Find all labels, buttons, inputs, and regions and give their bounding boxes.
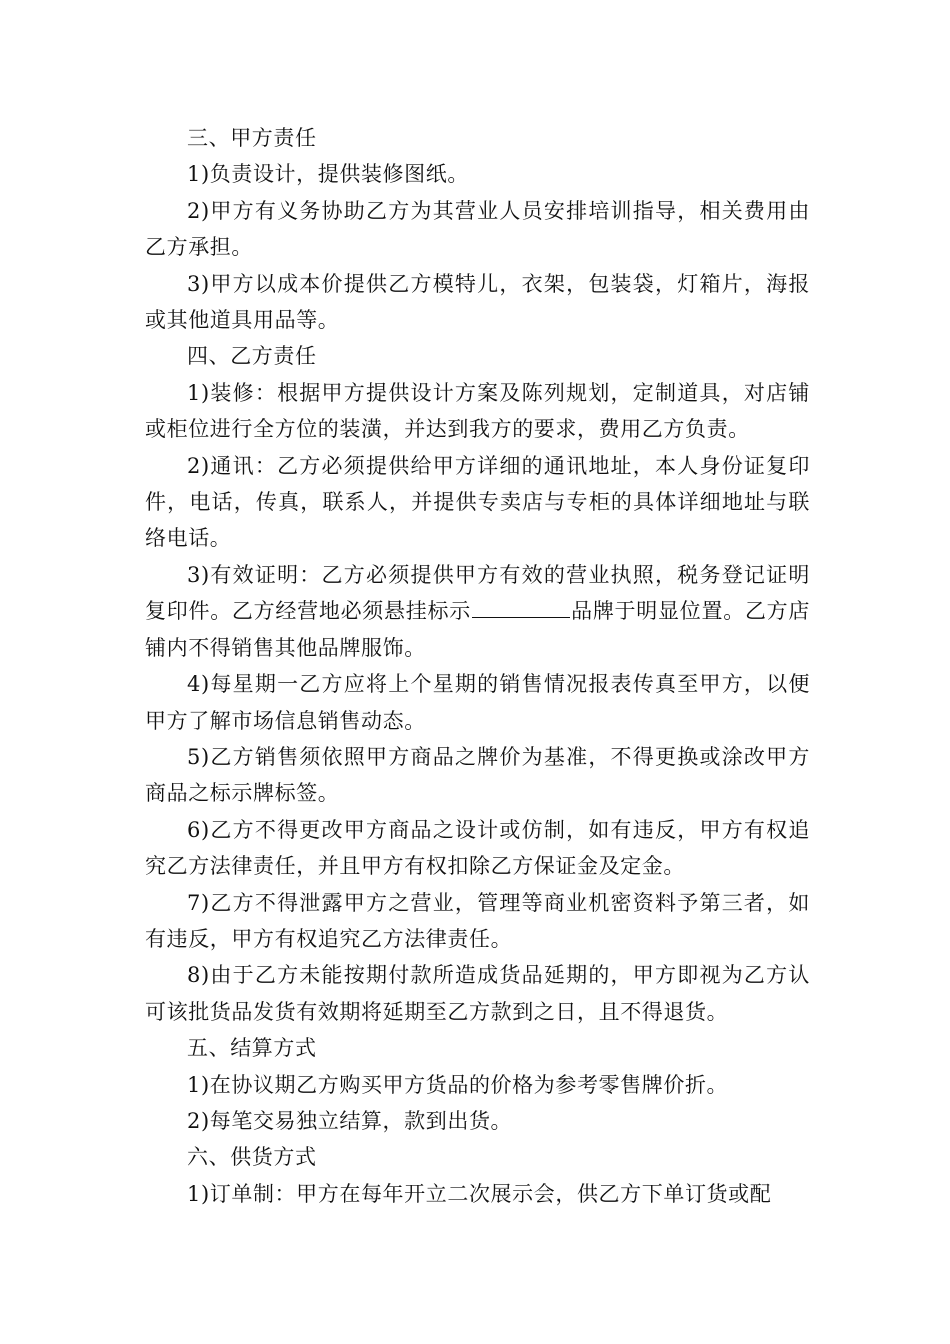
clause-paragraph: 1)装修：根据甲方提供设计方案及陈列规划，定制道具，对店铺或柜位进行全方位的装潢，并达到我方的要求，费用乙方负责。 <box>145 380 810 442</box>
clause-paragraph: 3)甲方以成本价提供乙方模特儿，衣架，包装袋，灯箱片，海报或其他道具用品等。 <box>145 271 810 333</box>
clause-paragraph: 2)每笔交易独立结算，款到出货。 <box>187 1108 513 1133</box>
clause-paragraph: 1)订单制：甲方在每年开立二次展示会，供乙方下单订货或配 <box>187 1181 772 1206</box>
section-heading: 四、乙方责任 <box>187 344 317 369</box>
section-heading: 五、结算方式 <box>187 1036 317 1061</box>
clause-paragraph: 2)通讯：乙方必须提供给甲方详细的通讯地址，本人身份证复印件，电话，传真，联系人，并提供专卖店与专柜的具体详细地址与联络电话。 <box>145 453 810 551</box>
section-heading: 六、供货方式 <box>187 1145 317 1170</box>
clause-paragraph-with-blank <box>145 557 810 666</box>
fill-in-blank-line <box>472 595 570 618</box>
clause-paragraph: 4)每星期一乙方应将上个星期的销售情况报表传真至甲方，以便甲方了解市场信息销售动态。 <box>145 672 810 733</box>
clause-paragraph: 5)乙方销售须依照甲方商品之牌价为基准，不得更换或涂改甲方商品之标示牌标签。 <box>145 744 810 806</box>
section-heading: 三、甲方责任 <box>187 126 317 150</box>
clause-paragraph: 7)乙方不得泄露甲方之营业，管理等商业机密资料予第三者，如有违反，甲方有权追究乙方法律责任。 <box>145 890 810 951</box>
clause-text-before-blank: 3)有效证明：乙方必须提供甲方有效的营业执照，税务登记证明复印件。乙方经营地必须悬挂标示 <box>145 562 810 624</box>
document-body <box>145 120 810 1212</box>
clause-paragraph: 6)乙方不得更改甲方商品之设计或仿制，如有违反，甲方有权追究乙方法律责任，并且甲方有权扣除乙方保证金及定金。 <box>145 817 810 879</box>
clause-paragraph: 1)负责设计，提供装修图纸。 <box>187 162 469 187</box>
clause-paragraph: 8)由于乙方未能按期付款所造成货品延期的，甲方即视为乙方认可该批货品发货有效期将延期至乙方款到之日，且不得退货。 <box>145 963 810 1024</box>
clause-text-after-blank: 品牌于明显位置。乙方店铺内不得销售其他品牌服饰。 <box>145 599 811 660</box>
clause-paragraph: 1)在协议期乙方购买甲方货品的价格为参考零售牌价折。 <box>187 1072 729 1097</box>
clause-paragraph: 2)甲方有义务协助乙方为其营业人员安排培训指导，相关费用由乙方承担。 <box>145 198 810 260</box>
